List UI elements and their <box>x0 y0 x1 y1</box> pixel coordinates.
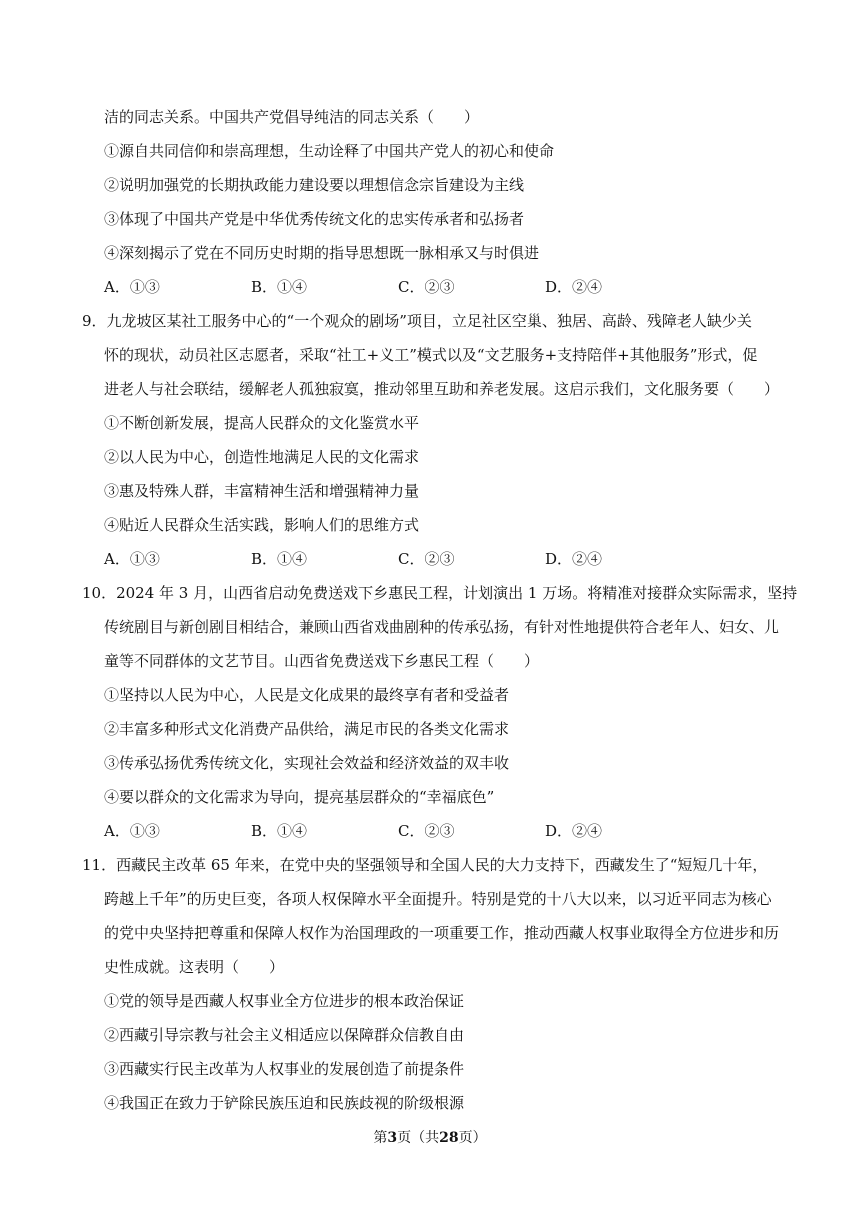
q10-stem-line-1: 10．2024 年 3 月，山西省启动免费送戏下乡惠民工程，计划演出 1 万场。将精准对接群众实际需求，坚持 <box>82 584 798 602</box>
q9-option-1: ①不断创新发展，提高人民群众的文化鉴赏水平 <box>104 414 420 432</box>
q10-choice-c: C．②③ <box>398 822 455 840</box>
q11-stem-line-3: 的党中央坚持把尊重和保障人权作为治国理政的一项重要工作，推动西藏人权事业取得全方位进步和历 <box>104 924 780 942</box>
q11-option-2: ②西藏引导宗教与社会主义相适应以保障群众信教自由 <box>104 1026 465 1044</box>
q11-option-4: ④我国正在致力于铲除民族压迫和民族歧视的阶级根源 <box>104 1094 465 1112</box>
q11-stem-line-4: 史性成就。这表明（ ） <box>104 958 285 976</box>
q11-option-1: ①党的领导是西藏人权事业全方位进步的根本政治保证 <box>104 992 465 1010</box>
q8-choice-a: A．①③ <box>104 278 160 296</box>
q8-option-3: ③体现了中国共产党是中华优秀传统文化的忠实传承者和弘扬者 <box>104 210 525 228</box>
q9-option-2: ②以人民为中心，创造性地满足人民的文化需求 <box>104 448 420 466</box>
q10-option-3: ③传承弘扬优秀传统文化，实现社会效益和经济效益的双丰收 <box>104 754 510 772</box>
q10-option-2: ②丰富多种形式文化消费产品供给，满足市民的各类文化需求 <box>104 720 510 738</box>
q11-stem-line-1: 11．西藏民主改革 65 年来，在党中央的坚强领导和全国人民的大力支持下，西藏发生了“短短几十年， <box>82 856 768 874</box>
q8-choice-b: B．①④ <box>251 278 308 296</box>
q10-stem-line-3: 童等不同群体的文艺节目。山西省免费送戏下乡惠民工程（ ） <box>104 652 540 670</box>
q10-option-4: ④要以群众的文化需求为导向，提亮基层群众的“幸福底色” <box>104 788 495 806</box>
footer-prefix: 第 <box>373 1130 388 1146</box>
q10-option-1: ①坚持以人民为中心，人民是文化成果的最终享有者和受益者 <box>104 686 510 704</box>
q9-stem-line-1: 9．九龙坡区某社工服务中心的“一个观众的剧场”项目，立足社区空巢、独居、高龄、残障老人缺少关 <box>82 312 752 330</box>
q9-option-4: ④贴近人民群众生活实践，影响人们的思维方式 <box>104 516 420 534</box>
footer-suffix: 页） <box>458 1130 487 1146</box>
q8-choice-c: C．②③ <box>398 278 455 296</box>
q8-choice-d: D．②④ <box>545 278 603 296</box>
page-footer <box>0 1127 860 1147</box>
q8-option-2: ②说明加强党的长期执政能力建设要以理想信念宗旨建设为主线 <box>104 176 525 194</box>
q8-choices <box>82 270 782 304</box>
q10-stem-line-2: 传统剧目与新创剧目相结合，兼顾山西省戏曲剧种的传承弘扬，有针对性地提供符合老年人、妇女、儿 <box>104 618 780 636</box>
footer-middle: 页（共 <box>397 1130 440 1146</box>
q10-choice-a: A．①③ <box>104 822 160 840</box>
footer-page-number: 3 <box>387 1130 398 1146</box>
q9-choice-c: C．②③ <box>398 550 455 568</box>
q10-choice-b: B．①④ <box>251 822 308 840</box>
q9-choice-b: B．①④ <box>251 550 308 568</box>
q9-stem-line-3: 进老人与社会联结，缓解老人孤独寂寞，推动邻里互助和养老发展。这启示我们，文化服务要（ ） <box>104 380 780 398</box>
q9-choices <box>82 542 782 576</box>
q10-choice-d: D．②④ <box>545 822 603 840</box>
q9-choice-a: A．①③ <box>104 550 160 568</box>
q11-option-3: ③西藏实行民主改革为人权事业的发展创造了前提条件 <box>104 1060 465 1078</box>
q8-option-4: ④深刻揭示了党在不同历史时期的指导思想既一脉相承又与时俱进 <box>104 244 540 262</box>
footer-total-pages: 28 <box>439 1130 459 1146</box>
q9-choice-d: D．②④ <box>545 550 603 568</box>
q11-stem-line-2: 跨越上千年”的历史巨变，各项人权保障水平全面提升。特别是党的十八大以来，以习近平同志为核心 <box>104 890 772 908</box>
q8-option-1: ①源自共同信仰和崇高理想，生动诠释了中国共产党人的初心和使命 <box>104 142 555 160</box>
page-content <box>82 100 798 1120</box>
q8-stem-tail: 洁的同志关系。中国共产党倡导纯洁的同志关系（ ） <box>104 108 480 126</box>
q10-choices <box>82 814 782 848</box>
q9-option-3: ③惠及特殊人群，丰富精神生活和增强精神力量 <box>104 482 420 500</box>
q9-stem-line-2: 怀的现状，动员社区志愿者，采取“社工+义工”模式以及“文艺服务+支持陪伴+其他服务”形式，促 <box>104 346 758 364</box>
